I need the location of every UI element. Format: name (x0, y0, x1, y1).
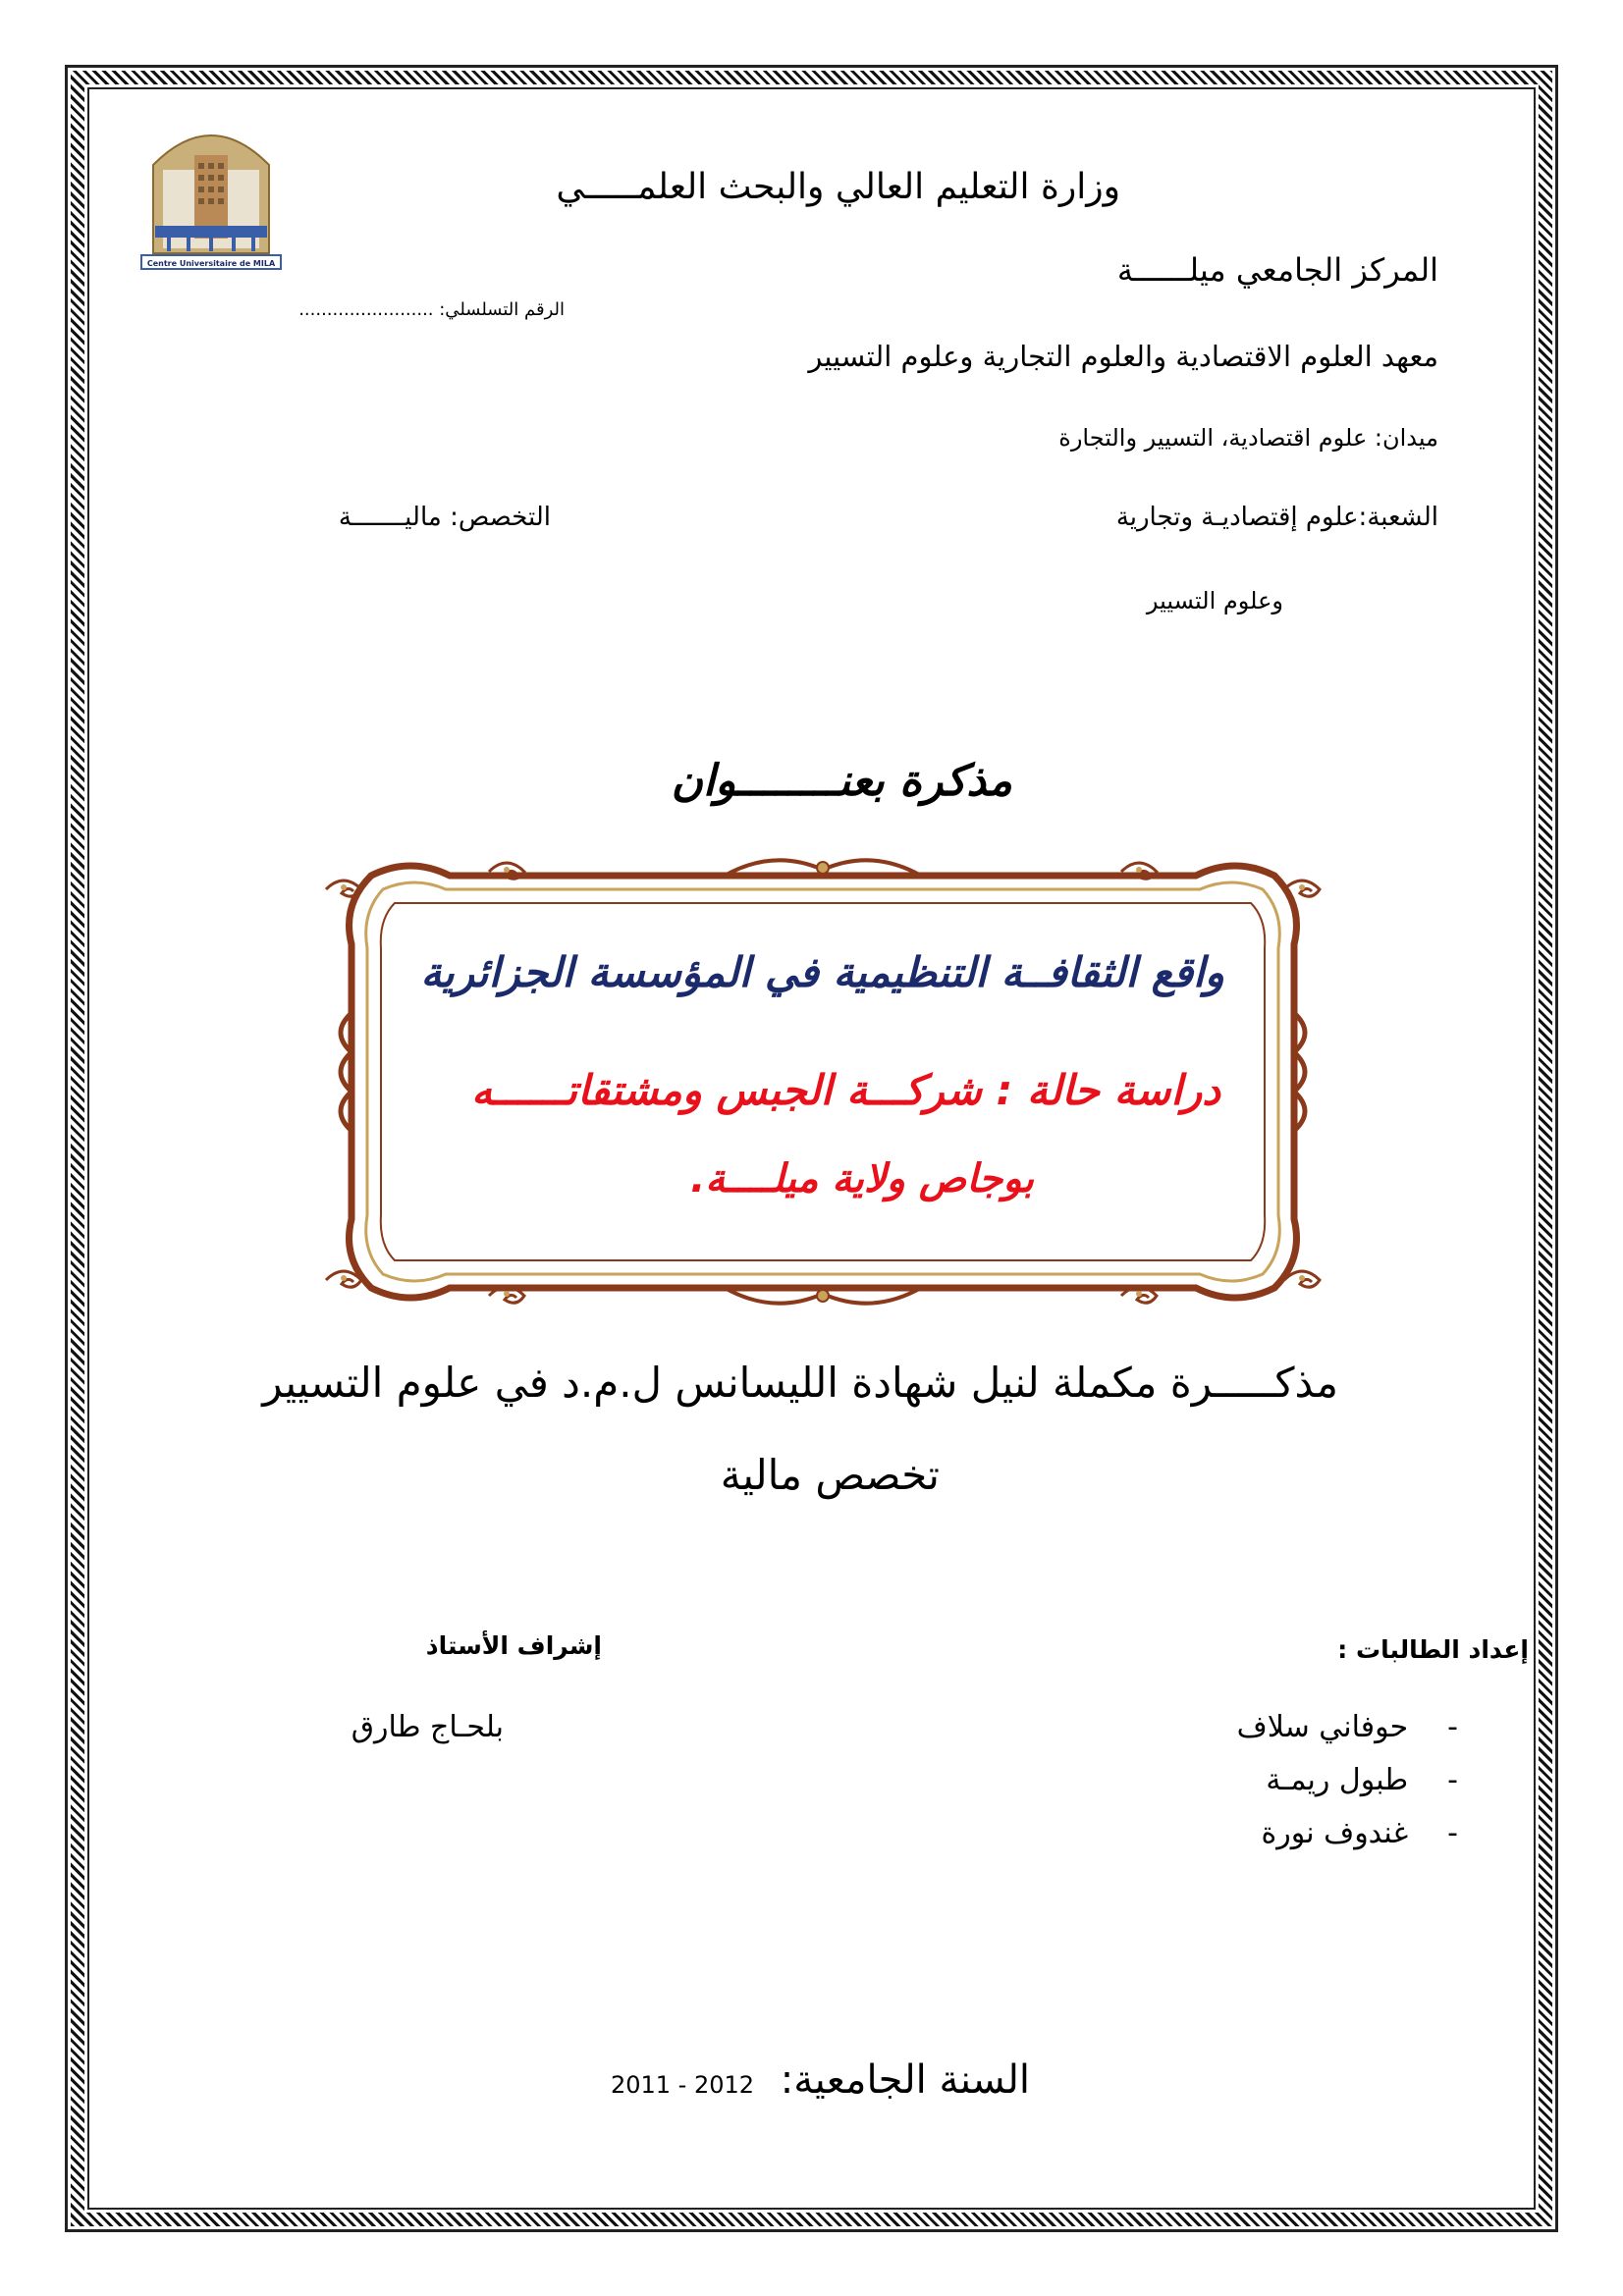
case-study-line2: بوجاص ولاية ميلــــة. (690, 1156, 1034, 1201)
list-item (1237, 1710, 1458, 1744)
student-name: حوفاني سلاف (1236, 1710, 1409, 1744)
university-logo (134, 116, 289, 273)
university-center: المركز الجامعي ميلــــــة (1116, 251, 1438, 289)
ministry-title: وزارة التعليم العالي والبحث العلمـــــي (556, 167, 1120, 207)
list-item (1266, 1763, 1458, 1797)
academic-year-value: 2011 - 2012 (610, 2071, 755, 2099)
serial-number-field: الرقم التسلسلي: ........................ (298, 299, 565, 320)
bullet: - (1447, 1710, 1458, 1744)
memo-title-label: مذكرة بعنــــــــوان (671, 756, 1012, 806)
branch: الشعبة:علوم إقتصاديـة وتجارية (1115, 503, 1438, 532)
supervisor-heading: إشراف الأستاذ (425, 1631, 602, 1660)
field-domain: ميدان: علوم اقتصادية، التسيير والتجارة (1058, 424, 1438, 452)
institute-name: معهد العلوم الاقتصادية والعلوم التجارية وعلوم التسيير (808, 340, 1438, 373)
branch-continuation: وعلوم التسيير (1146, 587, 1283, 614)
list-item (1262, 1816, 1459, 1850)
thesis-title: واقع الثقافــة التنظيمية في المؤسسة الجزائرية (420, 948, 1224, 996)
student-name: طبول ريمـة (1266, 1763, 1409, 1797)
supervisor-name: بلحـاج طارق (351, 1710, 504, 1744)
specialty: التخصص: ماليـــــــة (338, 503, 551, 532)
student-name: غندوف نورة (1261, 1816, 1409, 1850)
bullet: - (1447, 1816, 1458, 1850)
students-heading: إعداد الطالبات : (1337, 1635, 1529, 1664)
logo-caption: Centre Universitaire de MILA (146, 259, 276, 268)
bullet: - (1447, 1763, 1458, 1797)
academic-year-label: السنة الجامعية: (780, 2057, 1030, 2103)
degree-statement: مذكـــــرة مكملة لنيل شهادة الليسانس ل.م.د في علوم التسيير (262, 1359, 1338, 1407)
degree-specialty: تخصص مالية (720, 1451, 940, 1499)
case-study-line1: دراسة حالة : شركـــة الجبس ومشتقاتــــــه (471, 1066, 1220, 1114)
academic-year (611, 2057, 1030, 2103)
